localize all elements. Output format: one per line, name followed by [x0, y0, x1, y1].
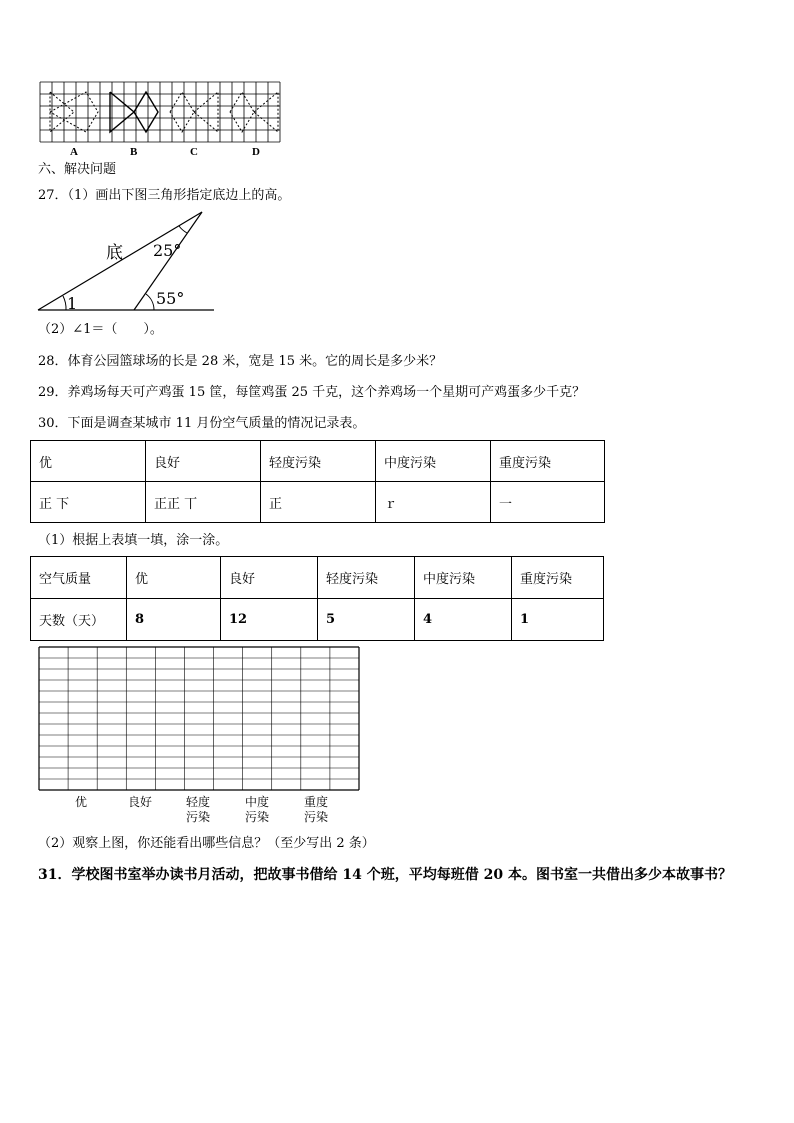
- q30-part2: （2）观察上图，你还能看出哪些信息？（至少写出 2 条）: [38, 836, 375, 851]
- option-c-label: C: [190, 146, 198, 158]
- count-cell: 重度污染: [512, 557, 604, 599]
- chart-grid-lines: [39, 647, 359, 790]
- q30-intro: 30．下面是调查某城市 11 月份空气质量的情况记录表。: [38, 416, 366, 431]
- count-cell: 1: [512, 599, 604, 641]
- q28-text: 28．体育公园篮球场的长是 28 米，宽是 15 米。它的周长是多少米？: [38, 354, 443, 369]
- count-cell: 良好: [221, 557, 318, 599]
- triangle-angle-one: 1: [67, 294, 78, 313]
- figure-d: [230, 92, 278, 132]
- chart-category-label: 中度 污染: [244, 795, 269, 824]
- triangle-angle-right: 55°: [156, 289, 185, 308]
- chart-category-label: 轻度 污染: [185, 795, 210, 824]
- chart-category-label: 良好: [127, 795, 152, 809]
- tally-header: 优: [31, 441, 146, 482]
- tally-header: 良好: [146, 441, 261, 482]
- symmetry-grid-figure: [38, 80, 282, 144]
- tally-table: [30, 440, 605, 523]
- tally-header: 轻度污染: [261, 441, 376, 482]
- count-cell: 8: [127, 599, 221, 641]
- triangle-angle-top: 25°: [153, 241, 182, 260]
- option-a-label: A: [70, 146, 78, 158]
- figure-b: [110, 92, 158, 132]
- count-table: [30, 556, 604, 641]
- count-cell: 12: [221, 599, 318, 641]
- chart-category-label: 优: [74, 795, 87, 809]
- q27-part2: （2）∠1＝（ ）。: [38, 322, 163, 337]
- count-cell: 4: [415, 599, 512, 641]
- section-title: 六、解决问题: [38, 162, 117, 177]
- q29-text: 29．养鸡场每天可产鸡蛋 15 筐，每筐鸡蛋 25 千克，这个养鸡场一个星期可产鸡蛋多少千克？: [38, 385, 586, 400]
- count-cell: 5: [318, 599, 415, 641]
- tally-header: 重度污染: [491, 441, 605, 482]
- option-b-label: B: [130, 146, 138, 158]
- count-cell: 优: [127, 557, 221, 599]
- count-cell: 中度污染: [415, 557, 512, 599]
- triangle-figure: [36, 208, 220, 316]
- option-d-label: D: [252, 146, 260, 158]
- count-cell: 空气质量: [31, 557, 127, 599]
- tally-mark: 正 下: [31, 482, 146, 523]
- count-cell: 轻度污染: [318, 557, 415, 599]
- figure-a: [50, 92, 98, 132]
- grid-lines: [40, 82, 280, 142]
- tally-header: 中度污染: [376, 441, 491, 482]
- triangle-base-label: 底: [106, 243, 123, 263]
- empty-chart-grid: [38, 646, 360, 792]
- tally-mark: 正: [261, 482, 376, 523]
- chart-category-label: 重度 污染: [303, 795, 328, 824]
- count-cell: 天数（天）: [31, 599, 127, 641]
- q27-part1: 27．（1）画出下图三角形指定底边上的高。: [38, 188, 291, 203]
- figure-c: [170, 92, 218, 132]
- q30-part1: （1）根据上表填一填，涂一涂。: [38, 533, 229, 548]
- tally-mark: 正正 丅: [146, 482, 261, 523]
- tally-mark: 一: [491, 482, 605, 523]
- q31-text: 31．学校图书室举办读书月活动，把故事书借给 14 个班，平均每班借 20 本。图书室一共借出多少本故事书？: [38, 867, 732, 883]
- tally-mark: ｒ: [376, 482, 491, 523]
